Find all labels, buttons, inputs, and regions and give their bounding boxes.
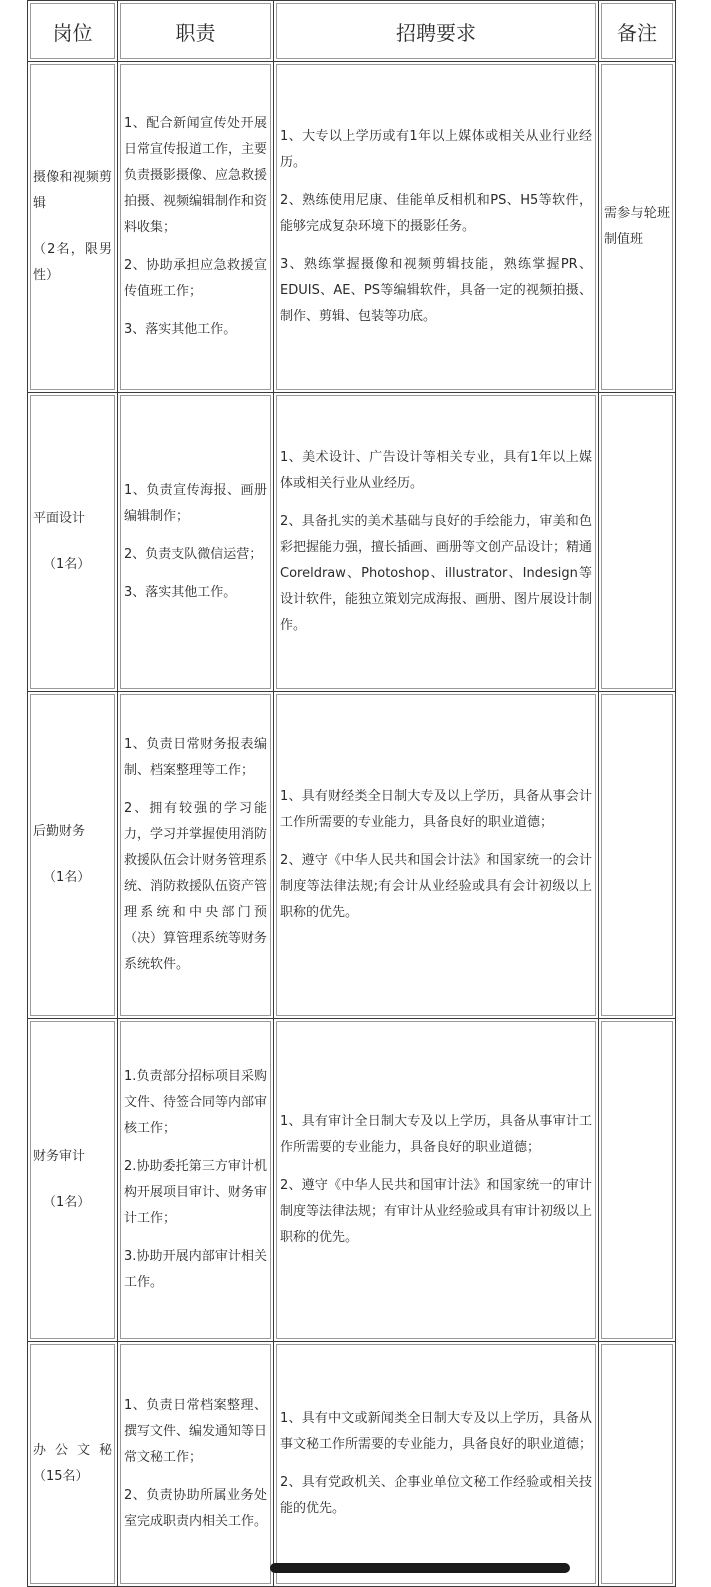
header-notes: 备注 (601, 3, 673, 59)
requirements-cell (276, 395, 596, 689)
requirement-item: 2、具有党政机关、企事业单位文秘工作经验或相关技能的优先。 (280, 1475, 592, 1516)
duty-item: 3、落实其他工作。 (124, 322, 237, 337)
recruitment-table (27, 0, 676, 1587)
table-row (28, 1019, 676, 1342)
duties-cell (120, 395, 271, 689)
duty-item: 1、负责日常财务报表编制、档案整理等工作； (124, 737, 267, 778)
table-header-row (28, 1, 676, 62)
position-cell (30, 64, 115, 390)
position-title: 办公文秘（15名） (33, 1443, 112, 1484)
requirement-item: 1、具有中文或新闻类全日制大专及以上学历，具备从事文秘工作所需要的专业能力，具备良好的职业道德； (280, 1411, 593, 1452)
note-cell (601, 1344, 673, 1584)
note-cell (601, 395, 673, 689)
duties-cell (120, 64, 271, 390)
duty-item: 1.负责部分招标项目采购文件、待签合同等内部审核工作； (124, 1069, 268, 1136)
duty-item: 2、负责协助所属业务处室完成职责内相关工作。 (124, 1488, 268, 1529)
requirement-item: 1、大专以上学历或有1年以上媒体或相关从业行业经历。 (280, 129, 592, 170)
note-cell (601, 64, 673, 390)
position-count: （1名） (43, 557, 91, 572)
duties-cell (120, 1344, 271, 1584)
requirement-item: 1、具有审计全日制大专及以上学历，具备从事审计工作所需要的专业能力，具备良好的职业道德； (280, 1114, 592, 1155)
note-cell (601, 1021, 673, 1339)
note-cell (601, 694, 673, 1016)
position-cell (30, 694, 115, 1016)
requirements-cell (276, 1344, 596, 1584)
position-count: （1名） (43, 1195, 91, 1210)
duties-cell (120, 694, 271, 1016)
position-title: 平面设计 (33, 511, 86, 526)
duty-item: 1、配合新闻宣传处开展日常宣传报道工作，主要负责摄影摄像、应急救援拍摄、视频编辑制作和资料收集； (124, 116, 268, 235)
position-title: 摄像和视频剪辑 (33, 170, 112, 211)
duty-item: 2、负责支队微信运营； (124, 547, 263, 562)
duty-item: 3、落实其他工作。 (124, 585, 237, 600)
position-count: （2名，限男性） (33, 242, 112, 283)
note-text: 需参与轮班制值班 (604, 206, 670, 247)
duty-item: 2.协助委托第三方审计机构开展项目审计、财务审计工作； (124, 1159, 268, 1226)
table-row (28, 692, 676, 1019)
requirement-item: 2、具备扎实的美术基础与良好的手绘能力，审美和色彩把握能力强，擅长插画、画册等文创产品设计；精通Coreldraw、Photoshop、illustrator、Indesign等设计软件，能独立策划完成海报、画册、图片展设计制作。 (280, 514, 593, 633)
duty-item: 3.协助开展内部审计相关工作。 (124, 1249, 267, 1290)
requirement-item: 3、熟练掌握摄像和视频剪辑技能，熟练掌握PR、EDUIS、AE、PS等编辑软件，具备一定的视频拍摄、制作、剪辑、包装等功底。 (280, 257, 592, 324)
requirements-cell (276, 64, 596, 390)
table-row (28, 393, 676, 692)
duty-item: 1、负责宣传海报、画册编辑制作； (124, 483, 267, 524)
requirement-item: 2、遵守《中华人民共和国审计法》和国家统一的审计制度等法律法规；有审计从业经验或具有审计初级以上职称的优先。 (280, 1178, 593, 1245)
home-indicator[interactable] (270, 1563, 570, 1573)
table-row (28, 1342, 676, 1587)
requirements-cell (276, 694, 596, 1016)
requirement-item: 2、遵守《中华人民共和国会计法》和国家统一的会计制度等法律法规;有会计从业经验或具有会计初级以上职称的优先。 (280, 853, 592, 920)
header-requirements: 招聘要求 (276, 3, 596, 59)
position-count: （1名） (43, 870, 91, 885)
position-cell (30, 395, 115, 689)
position-title: 后勤财务 (33, 824, 86, 839)
header-position: 岗位 (30, 3, 115, 59)
header-duties: 职责 (120, 3, 271, 59)
requirement-item: 1、具有财经类全日制大专及以上学历，具备从事会计工作所需要的专业能力，具备良好的职业道德； (280, 789, 592, 830)
position-cell (30, 1021, 115, 1339)
duties-cell (120, 1021, 271, 1339)
duty-item: 2、拥有较强的学习能力，学习并掌握使用消防救援队伍会计财务管理系统、消防救援队伍资产管理系统和中央部门预（决）算管理系统等财务系统软件。 (124, 801, 268, 972)
duty-item: 2、协助承担应急救援宣传值班工作； (124, 258, 267, 299)
duty-item: 1、负责日常档案整理、撰写文件、编发通知等日常文秘工作； (124, 1398, 268, 1465)
requirements-cell (276, 1021, 596, 1339)
requirement-item: 2、熟练使用尼康、佳能单反相机和PS、H5等软件，能够完成复杂环境下的摄影任务。 (280, 193, 592, 234)
table-row (28, 62, 676, 393)
position-cell (30, 1344, 115, 1584)
requirement-item: 1、美术设计、广告设计等相关专业，具有1年以上媒体或相关行业从业经历。 (280, 450, 592, 491)
position-title: 财务审计 (33, 1149, 86, 1164)
